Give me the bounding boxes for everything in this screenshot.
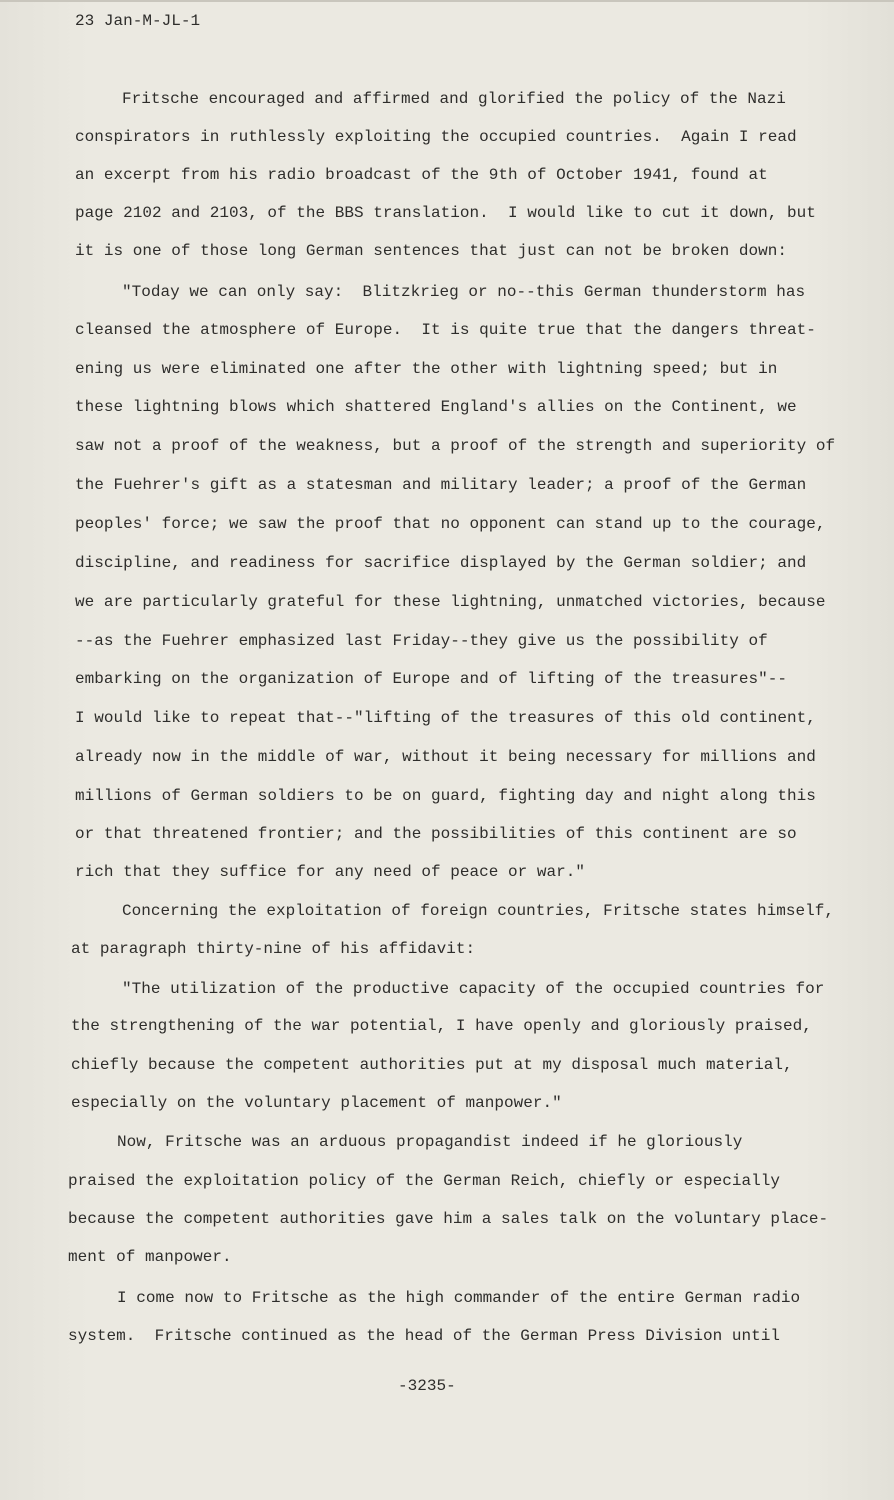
text-line: conspirators in ruthlessly exploiting the occupied countries. Again I read (75, 128, 797, 146)
text-line: chiefly because the competent authorities put at my disposal much material, (71, 1056, 793, 1074)
text-line: Fritsche encouraged and affirmed and glorified the policy of the Nazi (122, 90, 786, 108)
text-line: the strengthening of the war potential, I have openly and gloriously praised, (71, 1017, 812, 1035)
text-line: especially on the voluntary placement of manpower." (71, 1094, 562, 1112)
text-line: ening us were eliminated one after the other with lightning speed; but in (75, 360, 778, 378)
text-line: Concerning the exploitation of foreign countries, Fritsche states himself, (122, 902, 834, 920)
text-line: ment of manpower. (68, 1248, 232, 1266)
text-line: I would like to repeat that--"lifting of the treasures of this old continent, (75, 709, 816, 727)
text-line: rich that they suffice for any need of peace or war." (75, 863, 585, 881)
text-line: the Fuehrer's gift as a statesman and military leader; a proof of the German (75, 476, 807, 494)
text-line: an excerpt from his radio broadcast of the 9th of October 1941, found at (75, 166, 768, 184)
text-line: praised the exploitation policy of the German Reich, chiefly or especially (68, 1172, 780, 1190)
text-line: "Today we can only say: Blitzkrieg or no--this German thunderstorm has (122, 283, 806, 301)
text-line: at paragraph thirty-nine of his affidavit: (71, 940, 476, 958)
text-line: these lightning blows which shattered England's allies on the Continent, we (75, 398, 797, 416)
text-line: system. Fritsche continued as the head of the German Press Division until (68, 1327, 780, 1345)
text-line: because the competent authorities gave him a sales talk on the voluntary place- (68, 1210, 829, 1228)
text-line: or that threatened frontier; and the possibilities of this continent are so (75, 825, 797, 843)
page-edge (0, 0, 894, 2)
text-line: cleansed the atmosphere of Europe. It is quite true that the dangers threat- (75, 321, 816, 339)
text-line: millions of German soldiers to be on guard, fighting day and night along this (75, 787, 816, 805)
text-line: already now in the middle of war, without it being necessary for millions and (75, 748, 816, 766)
text-line: --as the Fuehrer emphasized last Friday--they give us the possibility of (75, 632, 768, 650)
text-line: we are particularly grateful for these lightning, unmatched victories, because (75, 593, 826, 611)
text-line: embarking on the organization of Europe and of lifting of the treasures"-- (75, 670, 787, 688)
text-line: I come now to Fritsche as the high commander of the entire German radio (117, 1289, 801, 1307)
text-line: "The utilization of the productive capacity of the occupied countries for (122, 980, 825, 998)
text-line: page 2102 and 2103, of the BBS translation. I would like to cut it down, but (75, 204, 816, 222)
text-line: saw not a proof of the weakness, but a proof of the strength and superiority of (75, 437, 836, 455)
text-line: peoples' force; we saw the proof that no opponent can stand up to the courage, (75, 515, 826, 533)
text-line: discipline, and readiness for sacrifice displayed by the German soldier; and (75, 554, 807, 572)
text-line: Now, Fritsche was an arduous propagandist indeed if he gloriously (117, 1133, 743, 1151)
page-number: -3235- (398, 1377, 456, 1395)
text-line: it is one of those long German sentences that just can not be broken down: (75, 242, 787, 260)
page-header: 23 Jan-M-JL-1 (75, 12, 201, 30)
